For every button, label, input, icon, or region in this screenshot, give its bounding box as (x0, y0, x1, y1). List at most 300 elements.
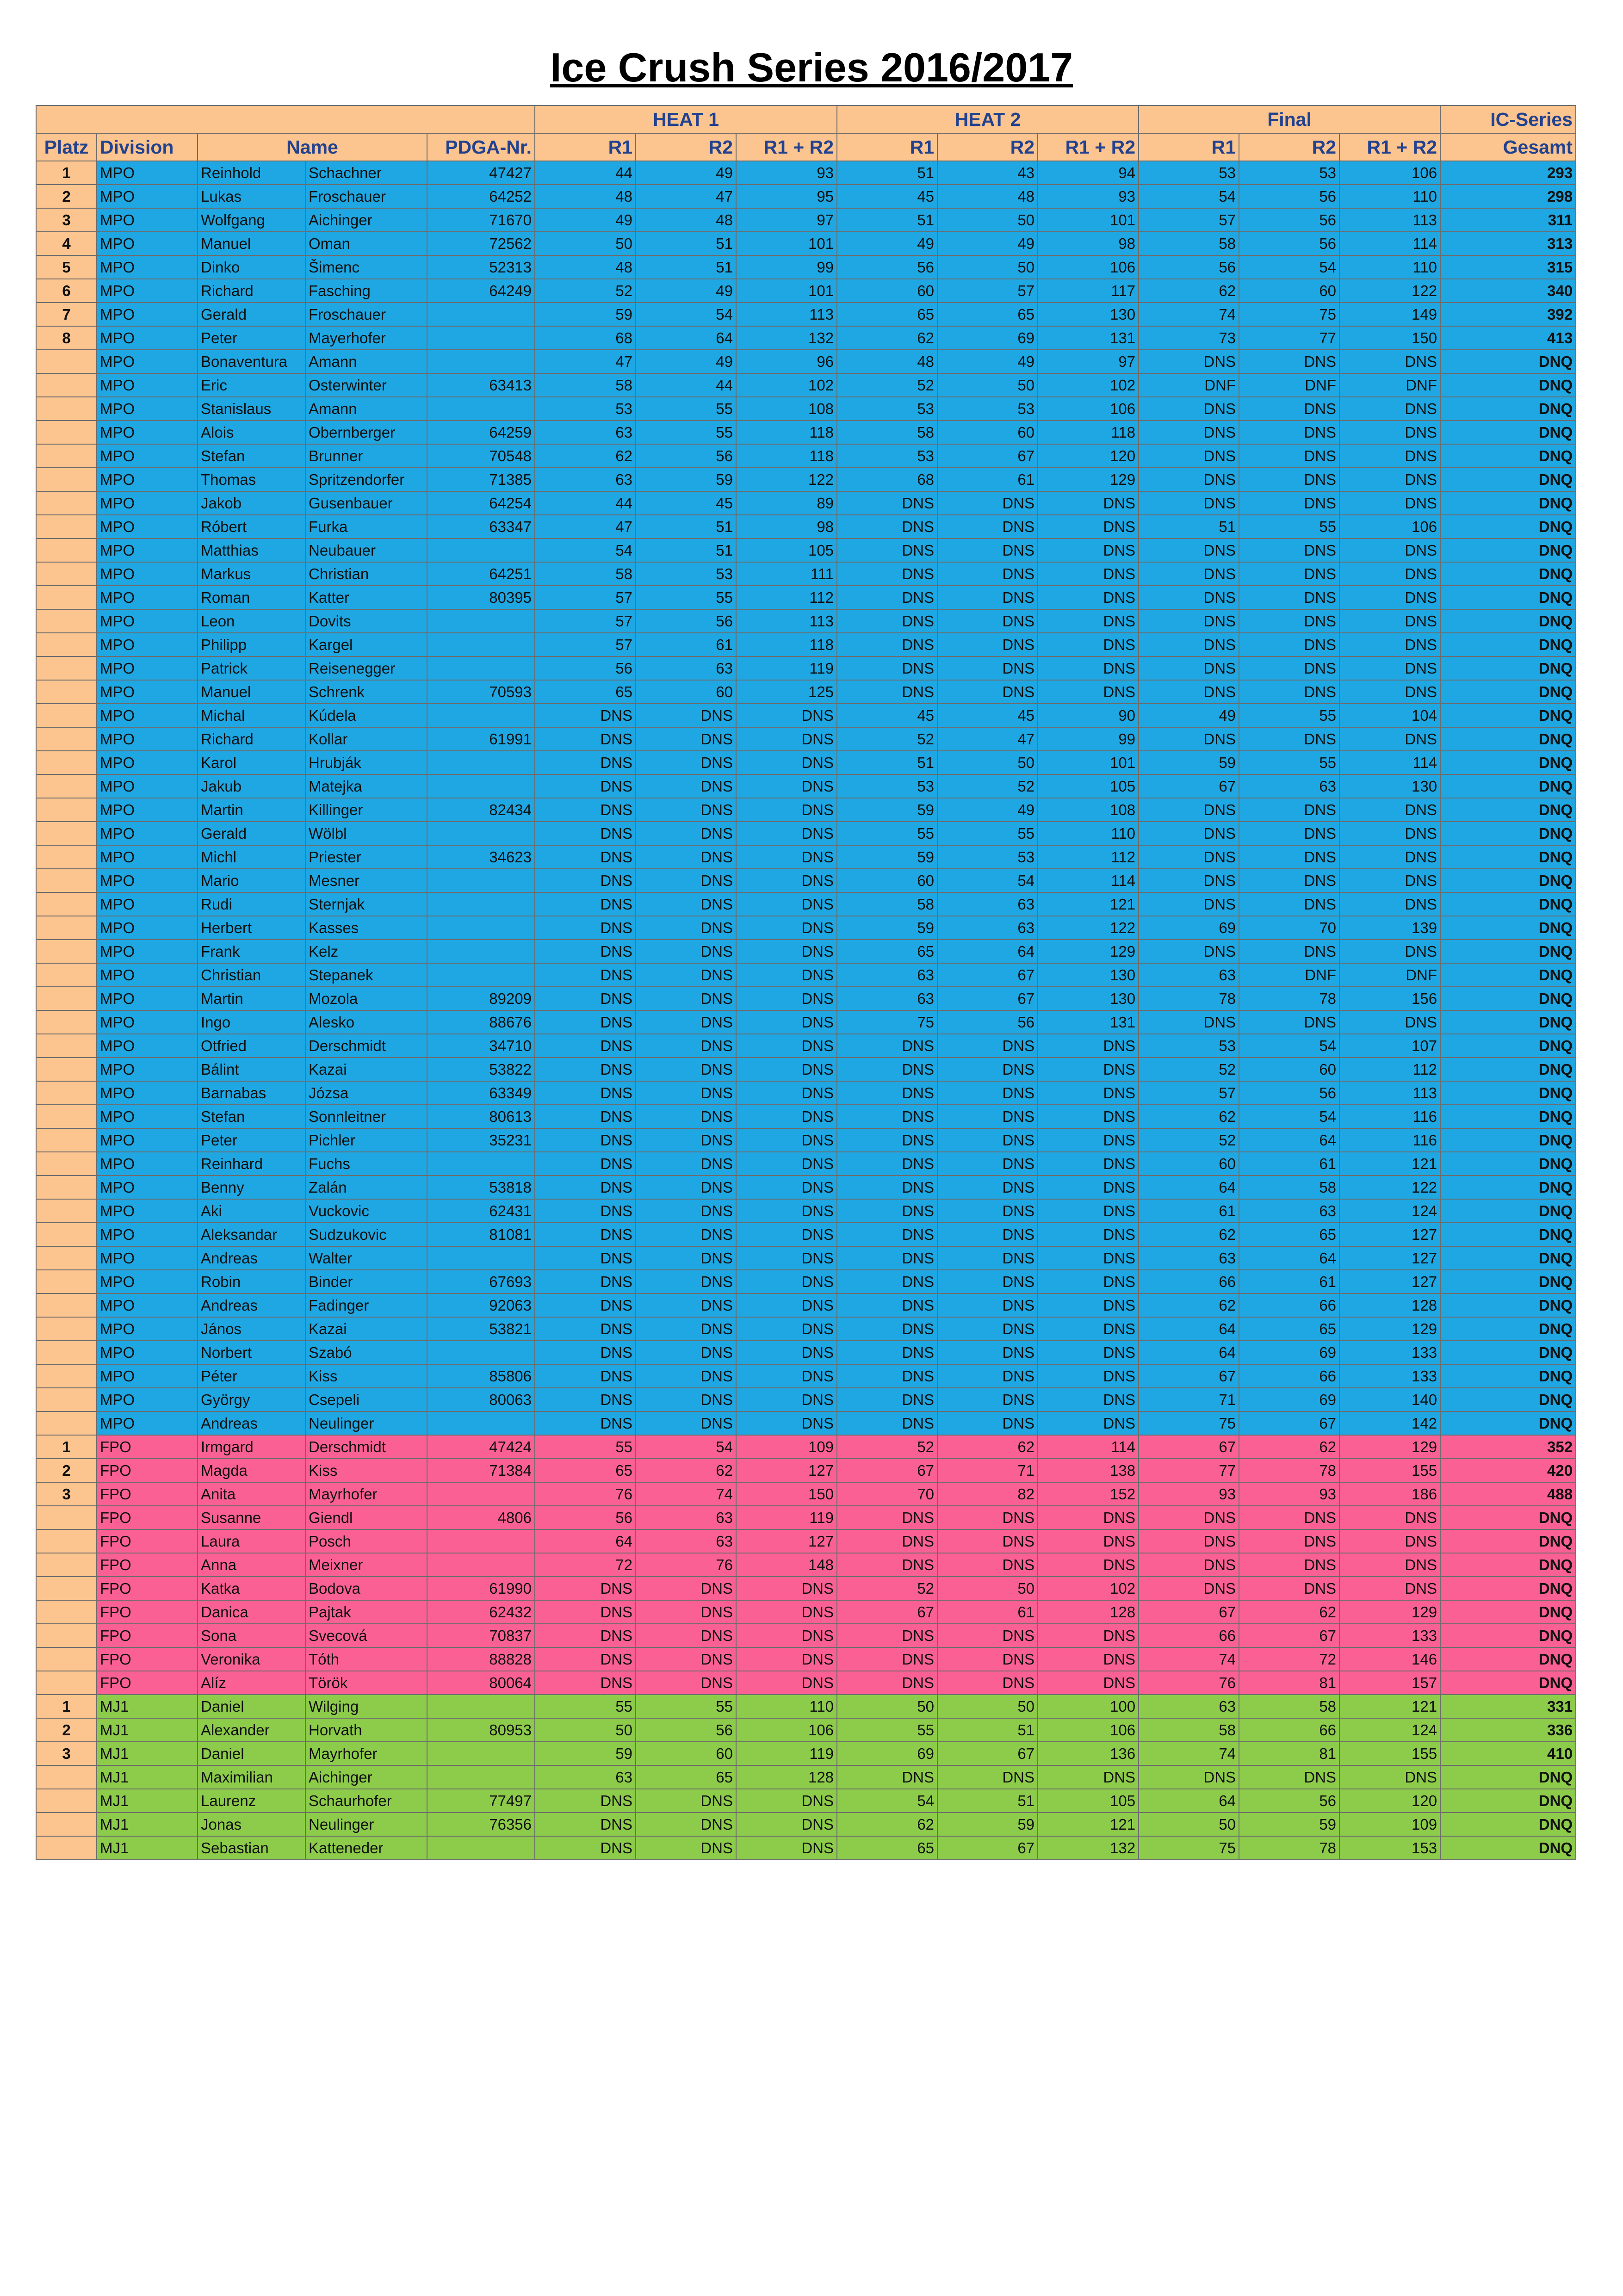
heat2-sum-cell: DNS (1038, 1341, 1139, 1364)
final-r1-cell: 64 (1139, 1317, 1239, 1341)
final-sum-cell: 128 (1339, 1293, 1440, 1317)
pdga-number-cell: 72562 (427, 232, 535, 255)
pdga-number-cell: 64249 (427, 279, 535, 303)
heat1-r2-cell: 53 (636, 562, 736, 586)
pdga-number-cell: 71384 (427, 1459, 535, 1482)
heat1-sum-cell: 125 (736, 680, 837, 704)
heat2-sum-cell: 93 (1038, 185, 1139, 208)
heat1-r2-cell: 63 (636, 1506, 736, 1529)
pdga-number-cell: 82434 (427, 798, 535, 822)
heat1-r1-cell: DNS (535, 798, 636, 822)
final-r1-cell: DNS (1139, 586, 1239, 609)
heat1-sum-cell: DNS (736, 1010, 837, 1034)
first-name-cell: Irmgard (198, 1435, 305, 1459)
heat2-r1-cell: DNS (837, 1293, 937, 1317)
heat2-sum-cell: 108 (1038, 798, 1139, 822)
first-name-cell: Philipp (198, 633, 305, 656)
final-r2-cell: DNS (1239, 538, 1339, 562)
heat2-r1-cell: 59 (837, 798, 937, 822)
final-sum-cell: DNS (1339, 1506, 1440, 1529)
final-r2-cell: DNS (1239, 421, 1339, 444)
heat1-r2-cell: 59 (636, 468, 736, 491)
final-r2-cell: 66 (1239, 1293, 1339, 1317)
heat1-sum-cell: 110 (736, 1695, 837, 1718)
place-cell (36, 1105, 97, 1128)
heat1-r1-cell: DNS (535, 1152, 636, 1176)
pdga-number-cell: 92063 (427, 1293, 535, 1317)
heat1-sum-cell: DNS (736, 869, 837, 892)
heat1-r2-cell: DNS (636, 1152, 736, 1176)
final-r2-cell: DNS (1239, 892, 1339, 916)
place-cell (36, 845, 97, 869)
heat2-sum-cell: DNS (1038, 1506, 1139, 1529)
last-name-cell: Neulinger (305, 1813, 427, 1836)
table-row (36, 1246, 1576, 1270)
pdga-number-cell: 64254 (427, 491, 535, 515)
table-row (36, 1058, 1576, 1081)
pdga-number-cell: 80063 (427, 1388, 535, 1411)
heat2-r2-cell: DNS (937, 1293, 1038, 1317)
first-name-cell: Herbert (198, 916, 305, 940)
heat2-sum-cell: DNS (1038, 1553, 1139, 1577)
first-name-cell: Alois (198, 421, 305, 444)
pdga-number-cell: 53818 (427, 1176, 535, 1199)
heat1-r2-cell: DNS (636, 1624, 736, 1647)
first-name-cell: Andreas (198, 1411, 305, 1435)
pdga-number-cell: 35231 (427, 1128, 535, 1152)
final-sum-cell: 121 (1339, 1695, 1440, 1718)
heat2-r1-cell: DNS (837, 1506, 937, 1529)
table-row (36, 1647, 1576, 1671)
heat1-r1-cell: 44 (535, 161, 636, 185)
heat1-r2-cell: 63 (636, 1529, 736, 1553)
table-row (36, 916, 1576, 940)
heat1-sum-cell: 148 (736, 1553, 837, 1577)
pdga-number-cell: 70593 (427, 680, 535, 704)
final-sum-cell: DNS (1339, 397, 1440, 421)
place-cell (36, 1341, 97, 1364)
heat1-r2-cell: 44 (636, 373, 736, 397)
heat2-r2-cell: 49 (937, 798, 1038, 822)
heat2-sum-cell: DNS (1038, 1270, 1139, 1293)
pdga-number-cell (427, 869, 535, 892)
last-name-cell: Oman (305, 232, 427, 255)
place-cell (36, 751, 97, 774)
heat1-r2-cell: DNS (636, 822, 736, 845)
heat2-r1-cell: 59 (837, 845, 937, 869)
heat2-sum-cell: 136 (1038, 1742, 1139, 1765)
heat1-r2-cell: DNS (636, 1128, 736, 1152)
heat1-r2-cell: DNS (636, 1199, 736, 1223)
division-cell: MPO (97, 232, 198, 255)
division-cell: MPO (97, 1246, 198, 1270)
heat1-r2-cell: DNS (636, 1577, 736, 1600)
pdga-number-cell (427, 1553, 535, 1577)
heat2-sum-cell: DNS (1038, 1223, 1139, 1246)
pdga-number-cell: 77497 (427, 1789, 535, 1813)
heat2-sum-cell: DNS (1038, 609, 1139, 633)
final-r2-cell: DNS (1239, 562, 1339, 586)
series-total-cell: DNQ (1440, 940, 1576, 963)
first-name-cell: Laura (198, 1529, 305, 1553)
heat1-r2-cell: 62 (636, 1459, 736, 1482)
heat2-r1-cell: DNS (837, 1388, 937, 1411)
heat2-sum-cell: DNS (1038, 1081, 1139, 1105)
heat1-r1-cell: 56 (535, 1506, 636, 1529)
heat1-r1-cell: DNS (535, 1199, 636, 1223)
last-name-cell: Kúdela (305, 704, 427, 727)
heat2-r2-cell: 51 (937, 1789, 1038, 1813)
last-name-cell: Sonnleitner (305, 1105, 427, 1128)
final-sum-cell: DNS (1339, 633, 1440, 656)
heat2-sum-cell: DNS (1038, 1246, 1139, 1270)
table-row (36, 397, 1576, 421)
final-sum-cell: 116 (1339, 1128, 1440, 1152)
heat2-sum-cell: 106 (1038, 1718, 1139, 1742)
table-row (36, 468, 1576, 491)
pdga-number-cell (427, 633, 535, 656)
first-name-cell: Reinhard (198, 1152, 305, 1176)
heat1-r1-cell: DNS (535, 1128, 636, 1152)
division-cell: MPO (97, 1010, 198, 1034)
first-name-cell: Daniel (198, 1742, 305, 1765)
last-name-cell: Brunner (305, 444, 427, 468)
heat2-r2-cell: DNS (937, 609, 1038, 633)
heat2-sum-cell: 130 (1038, 987, 1139, 1010)
first-name-cell: Martin (198, 987, 305, 1010)
heat2-r1-cell: 51 (837, 161, 937, 185)
heat1-r2-cell: 63 (636, 656, 736, 680)
place-cell (36, 444, 97, 468)
division-cell: MPO (97, 1317, 198, 1341)
final-sum-cell: 113 (1339, 208, 1440, 232)
heat2-r1-cell: 51 (837, 208, 937, 232)
final-r1-cell: 53 (1139, 1034, 1239, 1058)
heat1-sum-cell: DNS (736, 1364, 837, 1388)
place-cell (36, 656, 97, 680)
heat2-r2-cell: 71 (937, 1459, 1038, 1482)
first-name-cell: Michal (198, 704, 305, 727)
heat1-r2-cell: DNS (636, 1270, 736, 1293)
final-r2-cell: DNF (1239, 963, 1339, 987)
final-sum-cell: 127 (1339, 1246, 1440, 1270)
final-sum-cell: DNS (1339, 491, 1440, 515)
final-r1-cell: 67 (1139, 1600, 1239, 1624)
series-total-cell: DNQ (1440, 916, 1576, 940)
final-r1-cell: DNS (1139, 1010, 1239, 1034)
series-total-cell: DNQ (1440, 963, 1576, 987)
heat1-r1-cell: 76 (535, 1482, 636, 1506)
final-r2-cell: DNS (1239, 491, 1339, 515)
final-r2-cell: DNS (1239, 1010, 1339, 1034)
last-name-cell: Wölbl (305, 822, 427, 845)
heat2-r1-cell: 62 (837, 326, 937, 350)
final-r2-cell: 55 (1239, 515, 1339, 538)
heat2-sum-cell: 138 (1038, 1459, 1139, 1482)
series-total-cell: 293 (1440, 161, 1576, 185)
division-cell: MPO (97, 704, 198, 727)
heat1-sum-cell: DNS (736, 987, 837, 1010)
heat2-r2-cell: 53 (937, 397, 1038, 421)
division-cell: MJ1 (97, 1836, 198, 1860)
table-row (36, 1176, 1576, 1199)
pdga-number-cell (427, 326, 535, 350)
heat2-r2-cell: 49 (937, 232, 1038, 255)
pdga-number-cell: 62431 (427, 1199, 535, 1223)
final-r1-cell: DNS (1139, 798, 1239, 822)
series-total-cell: 413 (1440, 326, 1576, 350)
place-cell (36, 1765, 97, 1789)
pdga-number-cell: 61990 (427, 1577, 535, 1600)
final-r2-cell: 72 (1239, 1647, 1339, 1671)
final-sum-cell: 142 (1339, 1411, 1440, 1435)
heat1-sum-cell: 127 (736, 1529, 837, 1553)
table-row (36, 1742, 1576, 1765)
heat2-r2-cell: 50 (937, 255, 1038, 279)
heat1-r1-cell: 50 (535, 232, 636, 255)
table-row (36, 586, 1576, 609)
place-cell (36, 468, 97, 491)
table-row (36, 798, 1576, 822)
final-r2-cell: 62 (1239, 1600, 1339, 1624)
heat1-sum-cell: 102 (736, 373, 837, 397)
final-r1-cell: 63 (1139, 963, 1239, 987)
final-r1-cell: 75 (1139, 1836, 1239, 1860)
series-total-cell: DNQ (1440, 1105, 1576, 1128)
division-cell: FPO (97, 1624, 198, 1647)
heat1-sum-cell: 113 (736, 609, 837, 633)
heat2-r1-cell: 60 (837, 869, 937, 892)
final-r2-cell: DNS (1239, 586, 1339, 609)
place-cell (36, 586, 97, 609)
pdga-number-cell (427, 397, 535, 421)
table-row (36, 1199, 1576, 1223)
last-name-cell: Bodova (305, 1577, 427, 1600)
heat2-r1-cell: 51 (837, 751, 937, 774)
final-r1-cell: 52 (1139, 1058, 1239, 1081)
heat2-r2-cell: DNS (937, 633, 1038, 656)
heat1-r2-cell: DNS (636, 1647, 736, 1671)
last-name-cell: Šimenc (305, 255, 427, 279)
heat1-sum-cell: DNS (736, 1789, 837, 1813)
first-name-cell: Laurenz (198, 1789, 305, 1813)
heat2-sum-cell: 121 (1038, 892, 1139, 916)
first-name-cell: Reinhold (198, 161, 305, 185)
heat2-sum-cell: DNS (1038, 1176, 1139, 1199)
last-name-cell: Schachner (305, 161, 427, 185)
table-row (36, 1105, 1576, 1128)
division-cell: FPO (97, 1482, 198, 1506)
first-name-cell: Daniel (198, 1695, 305, 1718)
final-sum-cell: 150 (1339, 326, 1440, 350)
first-name-cell: György (198, 1388, 305, 1411)
division-cell: MPO (97, 185, 198, 208)
last-name-cell: Spritzendorfer (305, 468, 427, 491)
heat1-r1-cell: 57 (535, 633, 636, 656)
heat2-r1-cell: 55 (837, 1718, 937, 1742)
heat1-sum-cell: DNS (736, 1270, 837, 1293)
series-total-cell: DNQ (1440, 444, 1576, 468)
final-r1-cell: 67 (1139, 1435, 1239, 1459)
heat2-sum-cell: 122 (1038, 916, 1139, 940)
heat2-r2-cell: 61 (937, 468, 1038, 491)
heat2-r1-header: R1 (837, 133, 937, 161)
heat2-r2-header: R2 (937, 133, 1038, 161)
final-r1-cell: DNS (1139, 845, 1239, 869)
division-cell: FPO (97, 1600, 198, 1624)
pdga-number-cell: 85806 (427, 1364, 535, 1388)
name-header: Name (198, 133, 427, 161)
last-name-cell: Froschauer (305, 185, 427, 208)
heat1-r1-cell: 57 (535, 609, 636, 633)
table-row (36, 1459, 1576, 1482)
place-cell (36, 869, 97, 892)
final-r1-cell: 74 (1139, 1742, 1239, 1765)
last-name-cell: Priester (305, 845, 427, 869)
final-r1-cell: DNS (1139, 397, 1239, 421)
heat1-r1-cell: 53 (535, 397, 636, 421)
series-total-cell: DNQ (1440, 1176, 1576, 1199)
place-cell (36, 1813, 97, 1836)
heat1-r1-cell: DNS (535, 1647, 636, 1671)
table-row (36, 987, 1576, 1010)
heat1-r1-cell: DNS (535, 1246, 636, 1270)
final-sum-cell: 127 (1339, 1270, 1440, 1293)
final-r1-cell: 64 (1139, 1341, 1239, 1364)
heat1-r1-cell: 54 (535, 538, 636, 562)
place-cell: 8 (36, 326, 97, 350)
heat2-r1-cell: DNS (837, 1765, 937, 1789)
heat1-r1-cell: DNS (535, 940, 636, 963)
series-total-cell: DNQ (1440, 562, 1576, 586)
heat1-sum-cell: 101 (736, 232, 837, 255)
heat2-r1-cell: 53 (837, 774, 937, 798)
last-name-cell: Mesner (305, 869, 427, 892)
division-cell: FPO (97, 1553, 198, 1577)
final-sum-cell: 133 (1339, 1341, 1440, 1364)
place-cell (36, 1246, 97, 1270)
heat1-sum-cell: DNS (736, 822, 837, 845)
pdga-number-cell: 70548 (427, 444, 535, 468)
heat2-r2-cell: DNS (937, 1341, 1038, 1364)
series-total-cell: DNQ (1440, 1624, 1576, 1647)
heat2-r2-cell: 63 (937, 892, 1038, 916)
heat2-r2-cell: DNS (937, 1506, 1038, 1529)
heat2-r1-cell: 56 (837, 255, 937, 279)
heat1-r2-cell: 49 (636, 279, 736, 303)
heat1-r2-cell: DNS (636, 1010, 736, 1034)
final-r2-cell: 65 (1239, 1317, 1339, 1341)
final-r2-cell: DNS (1239, 680, 1339, 704)
heat1-r1-cell: DNS (535, 869, 636, 892)
series-total-cell: DNQ (1440, 1341, 1576, 1364)
heat2-sum-cell: 102 (1038, 373, 1139, 397)
pdga-number-cell: 53822 (427, 1058, 535, 1081)
table-row (36, 1789, 1576, 1813)
last-name-cell: Reisenegger (305, 656, 427, 680)
final-r2-cell: 77 (1239, 326, 1339, 350)
series-total-cell: 313 (1440, 232, 1576, 255)
heat1-sum-cell: DNS (736, 1199, 837, 1223)
table-row (36, 232, 1576, 255)
heat1-r1-cell: DNS (535, 1577, 636, 1600)
final-r1-cell: 60 (1139, 1152, 1239, 1176)
heat2-sum-cell: DNS (1038, 562, 1139, 586)
place-cell (36, 1081, 97, 1105)
heat1-r2-cell: 55 (636, 421, 736, 444)
final-r1-cell: 57 (1139, 1081, 1239, 1105)
final-r2-cell: 59 (1239, 1813, 1339, 1836)
final-r1-cell: DNS (1139, 869, 1239, 892)
heat2-r2-cell: DNS (937, 1270, 1038, 1293)
heat2-r1-cell: DNS (837, 1341, 937, 1364)
final-r1-cell: 69 (1139, 916, 1239, 940)
first-name-cell: Stanislaus (198, 397, 305, 421)
last-name-cell: Meixner (305, 1553, 427, 1577)
division-cell: MPO (97, 633, 198, 656)
heat2-r2-cell: 57 (937, 279, 1038, 303)
place-cell: 3 (36, 1482, 97, 1506)
final-sum-cell: 140 (1339, 1388, 1440, 1411)
last-name-cell: Kollar (305, 727, 427, 751)
series-total-cell: DNQ (1440, 869, 1576, 892)
final-r1-cell: DNS (1139, 727, 1239, 751)
heat1-r1-cell: 50 (535, 1718, 636, 1742)
place-cell (36, 609, 97, 633)
heat2-r2-cell: DNS (937, 680, 1038, 704)
final-r1-cell: DNS (1139, 538, 1239, 562)
heat1-sum-cell: DNS (736, 1600, 837, 1624)
final-r1-cell: DNS (1139, 1765, 1239, 1789)
table-row (36, 609, 1576, 633)
heat2-r1-cell: DNS (837, 1553, 937, 1577)
division-cell: MPO (97, 916, 198, 940)
series-total-cell: DNQ (1440, 1199, 1576, 1223)
heat1-r1-cell: DNS (535, 1034, 636, 1058)
heat2-r2-cell: 48 (937, 185, 1038, 208)
heat1-sum-cell: DNS (736, 1577, 837, 1600)
division-cell: MPO (97, 1293, 198, 1317)
place-cell (36, 1789, 97, 1813)
first-name-cell: Mario (198, 869, 305, 892)
heat1-sum-cell: DNS (736, 1388, 837, 1411)
table-row (36, 185, 1576, 208)
heat2-r1-cell: 63 (837, 963, 937, 987)
table-row (36, 562, 1576, 586)
heat1-sum-cell: DNS (736, 1128, 837, 1152)
first-name-cell: Alíz (198, 1671, 305, 1695)
heat1-r2-cell: DNS (636, 1317, 736, 1341)
heat2-r1-cell: 54 (837, 1789, 937, 1813)
heat1-r2-cell: DNS (636, 1105, 736, 1128)
heat1-r1-cell: 58 (535, 562, 636, 586)
series-total-cell: DNQ (1440, 1246, 1576, 1270)
heat2-sum-cell: 100 (1038, 1695, 1139, 1718)
series-total-cell: DNQ (1440, 1364, 1576, 1388)
heat2-sum-cell: 105 (1038, 1789, 1139, 1813)
heat1-r2-cell: 51 (636, 255, 736, 279)
place-cell (36, 1600, 97, 1624)
heat1-sum-cell: 113 (736, 303, 837, 326)
heat2-r2-cell: DNS (937, 1199, 1038, 1223)
heat1-r2-cell: DNS (636, 774, 736, 798)
final-r1-cell: DNS (1139, 940, 1239, 963)
place-cell: 2 (36, 1459, 97, 1482)
heat1-sum-cell: DNS (736, 1341, 837, 1364)
division-cell: MPO (97, 798, 198, 822)
final-sum-cell: DNS (1339, 892, 1440, 916)
heat1-sum-cell: 132 (736, 326, 837, 350)
